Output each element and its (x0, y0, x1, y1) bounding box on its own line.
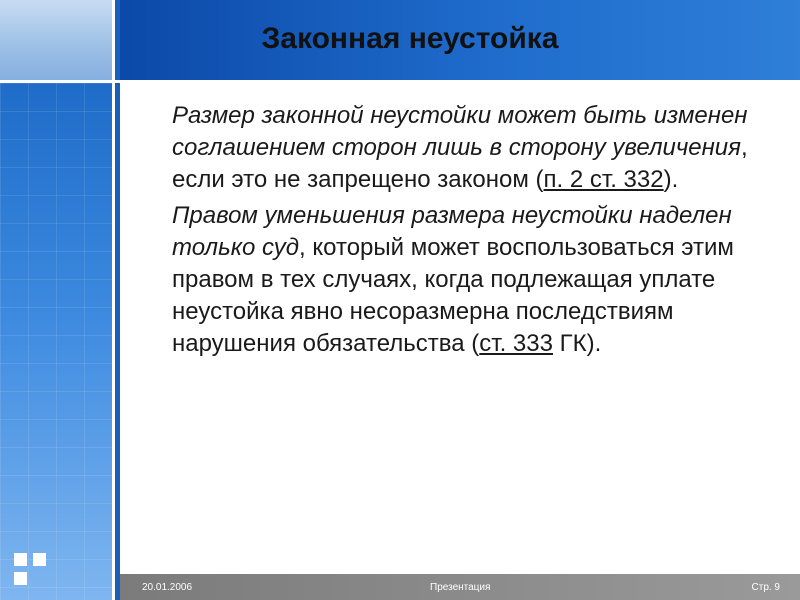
para2-italic: Правом уменьшения размера неустойки наделен только суд (172, 202, 732, 261)
sidebar-grid-pattern (0, 83, 112, 600)
para2-end: ГК). (552, 330, 602, 357)
sidebar-top-panel (0, 0, 112, 80)
para1-italic: Размер законной неустойки может быть изменен соглашением сторон лишь в сторону увеличения (172, 102, 748, 161)
divider-horizontal (0, 80, 800, 83)
footer-date: 20.01.2006 (142, 582, 193, 593)
divider-vertical-blue (115, 0, 120, 600)
footer-title: Презентация (430, 582, 491, 593)
link-p2-st332[interactable]: п. 2 ст. 332 (543, 166, 664, 193)
paragraph-1 (172, 100, 772, 196)
slide-title: Законная неустойка (261, 22, 559, 55)
para2-text: , который может воспользоваться этим правом в тех случаях, когда подлежащая уплате неустойка явно несоразмерна последствиям нарушения обязательства ( (172, 234, 734, 357)
paragraph-2 (172, 200, 772, 360)
para1-end: ). (663, 166, 679, 193)
para1-text: , если это не запрещено законом ( (172, 134, 748, 193)
footer-page-number: Стр. 9 (751, 582, 780, 593)
footer-bar (120, 574, 800, 600)
slide-body (172, 100, 772, 364)
link-st333[interactable]: ст. 333 (479, 330, 553, 357)
